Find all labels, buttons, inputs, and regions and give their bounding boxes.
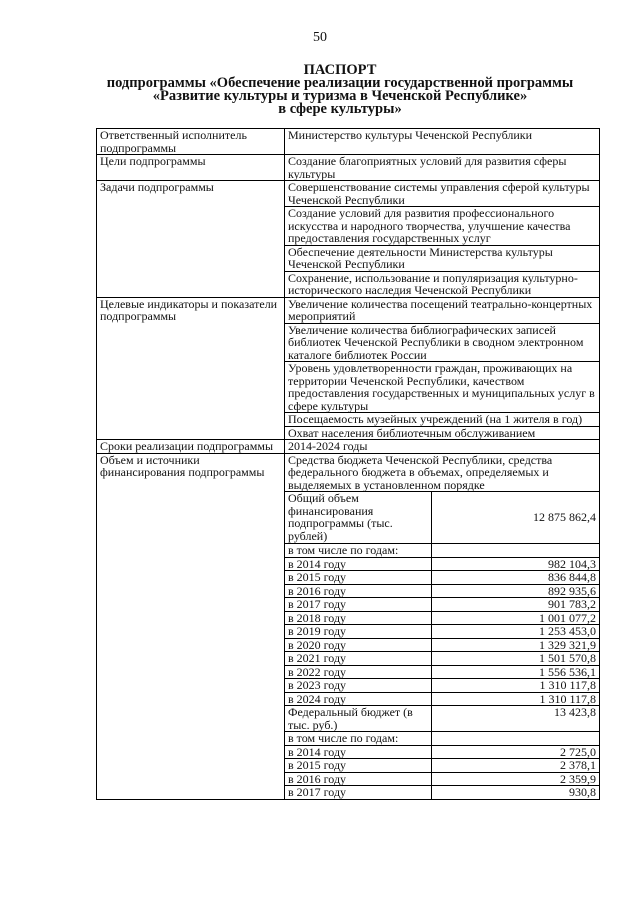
row-funding — [97, 453, 600, 799]
timeline-label: Сроки реализации подпрограммы — [97, 440, 285, 454]
funding-year: в 2017 году — [285, 598, 431, 612]
funding-year: в 2016 году — [285, 584, 431, 598]
timeline-value: 2014-2024 годы — [285, 440, 600, 454]
funding-year: в 2014 году — [285, 557, 431, 571]
total-funding-label: Общий объем финансирования подпрограммы (тыс. рублей) — [285, 492, 431, 544]
indicators-label: Целевые индикаторы и показатели подпрограммы — [97, 297, 285, 440]
funding-amount: 901 783,2 — [431, 598, 599, 612]
funding-year-row — [285, 652, 599, 666]
indicator-item: Увеличение количества посещений театрально-концертных мероприятий — [285, 298, 599, 324]
goals-label: Цели подпрограммы — [97, 155, 285, 181]
indicator-item: Посещаемость музейных учреждений (на 1 жителя в год) — [285, 413, 599, 427]
funding-label: Объем и источники финансирования подпрограммы — [97, 453, 285, 799]
federal-amount: 2 725,0 — [431, 745, 599, 759]
funding-year-row — [285, 638, 599, 652]
funding-year: в 2022 году — [285, 665, 431, 679]
document-title — [80, 64, 600, 116]
funding-amount: 982 104,3 — [431, 557, 599, 571]
funding-amount: 1 253 453,0 — [431, 625, 599, 639]
federal-by-year-spacer — [431, 732, 599, 746]
funding-amount: 1 501 570,8 — [431, 652, 599, 666]
funding-year: в 2020 году — [285, 638, 431, 652]
row-indicators — [97, 297, 600, 440]
row-executor — [97, 129, 600, 155]
passport-table — [96, 128, 600, 800]
task-item: Создание условий для развития профессионального искусства и народного творчества, улучшение качества предоставления государственных услуг — [285, 207, 599, 246]
funding-year: в 2024 году — [285, 692, 431, 706]
federal-year: в 2017 году — [285, 786, 431, 799]
federal-budget-value: 13 423,8 — [431, 706, 599, 732]
funding-year: в 2021 году — [285, 652, 431, 666]
funding-year-row — [285, 692, 599, 706]
title-line-4: в сфере культуры» — [278, 101, 402, 117]
federal-year: в 2015 году — [285, 759, 431, 773]
title-line-3: «Развитие культуры и туризма в Чеченской Республике» — [152, 88, 528, 104]
indicator-item: Увеличение количества библиографических записей библиотек Чеченской Республики в сводном электронном каталоге библиотек России — [285, 323, 599, 362]
federal-year: в 2014 году — [285, 745, 431, 759]
federal-year-row — [285, 745, 599, 759]
goals-value: Создание благоприятных условий для развития сферы культуры — [285, 155, 600, 181]
funding-year-row — [285, 611, 599, 625]
funding-year: в 2023 году — [285, 679, 431, 693]
federal-amount: 930,8 — [569, 785, 596, 799]
federal-year: в 2016 году — [285, 772, 431, 786]
funding-year-row — [285, 679, 599, 693]
row-goals — [97, 155, 600, 181]
funding-year-row — [285, 584, 599, 598]
funding-year-row — [285, 557, 599, 571]
by-year-spacer — [431, 544, 599, 558]
executor-label: Ответственный исполнитель подпрограммы — [97, 129, 285, 155]
funding-year-row — [285, 598, 599, 612]
row-tasks — [97, 181, 600, 298]
page-number: 50 — [313, 30, 327, 45]
federal-by-year-label: в том числе по годам: — [285, 732, 431, 746]
indicator-item: Уровень удовлетворенности граждан, проживающих на территории Чеченской Республики, качеством предоставления государственных и муниципальных услуг в сфере культуры — [285, 362, 599, 413]
federal-year-row — [285, 759, 599, 773]
funding-year-row — [285, 625, 599, 639]
executor-value: Министерство культуры Чеченской Республики — [285, 129, 600, 155]
total-funding-value: 12 875 862,4 — [431, 492, 599, 544]
indicator-item: Охват населения библиотечным обслуживанием — [288, 425, 536, 440]
funding-year: в 2019 году — [285, 625, 431, 639]
funding-year-row — [285, 571, 599, 585]
funding-amount: 1 310 117,8 — [431, 692, 599, 706]
funding-year: в 2015 году — [285, 571, 431, 585]
funding-amount: 1 556 536,1 — [431, 665, 599, 679]
federal-amount: 2 359,9 — [431, 772, 599, 786]
tasks-list — [285, 181, 600, 298]
row-timeline — [97, 440, 600, 454]
funding-amount: 1 001 077,2 — [431, 611, 599, 625]
federal-year-row — [285, 786, 599, 799]
by-year-label: в том числе по годам: — [285, 544, 431, 558]
funding-amount: 1 310 117,8 — [431, 679, 599, 693]
federal-budget-label: Федеральный бюджет (в тыс. руб.) — [285, 706, 431, 732]
funding-amount: 892 935,6 — [431, 584, 599, 598]
funding-amount: 836 844,8 — [431, 571, 599, 585]
funding-details — [285, 453, 600, 799]
funding-amount: 1 329 321,9 — [431, 638, 599, 652]
tasks-label: Задачи подпрограммы — [97, 181, 285, 298]
task-item: Совершенствование системы управления сферой культуры Чеченской Республики — [285, 181, 599, 207]
task-item: Сохранение, использование и популяризация культурно-исторического наследия Чеченской Республики — [288, 270, 578, 297]
federal-amount: 2 378,1 — [431, 759, 599, 773]
title-line-2: подпрограммы «Обеспечение реализации государственной программы — [106, 75, 574, 91]
funding-year-row — [285, 665, 599, 679]
funding-year: в 2018 году — [285, 611, 431, 625]
task-item: Обеспечение деятельности Министерства культуры Чеченской Республики — [285, 245, 599, 271]
indicators-list — [285, 297, 600, 440]
title-line-1: ПАСПОРТ — [303, 62, 377, 78]
funding-sources: Средства бюджета Чеченской Республики, средства федерального бюджета в объемах, определяемых и выделяемых в установленном порядке — [285, 454, 599, 492]
federal-year-row — [285, 772, 599, 786]
